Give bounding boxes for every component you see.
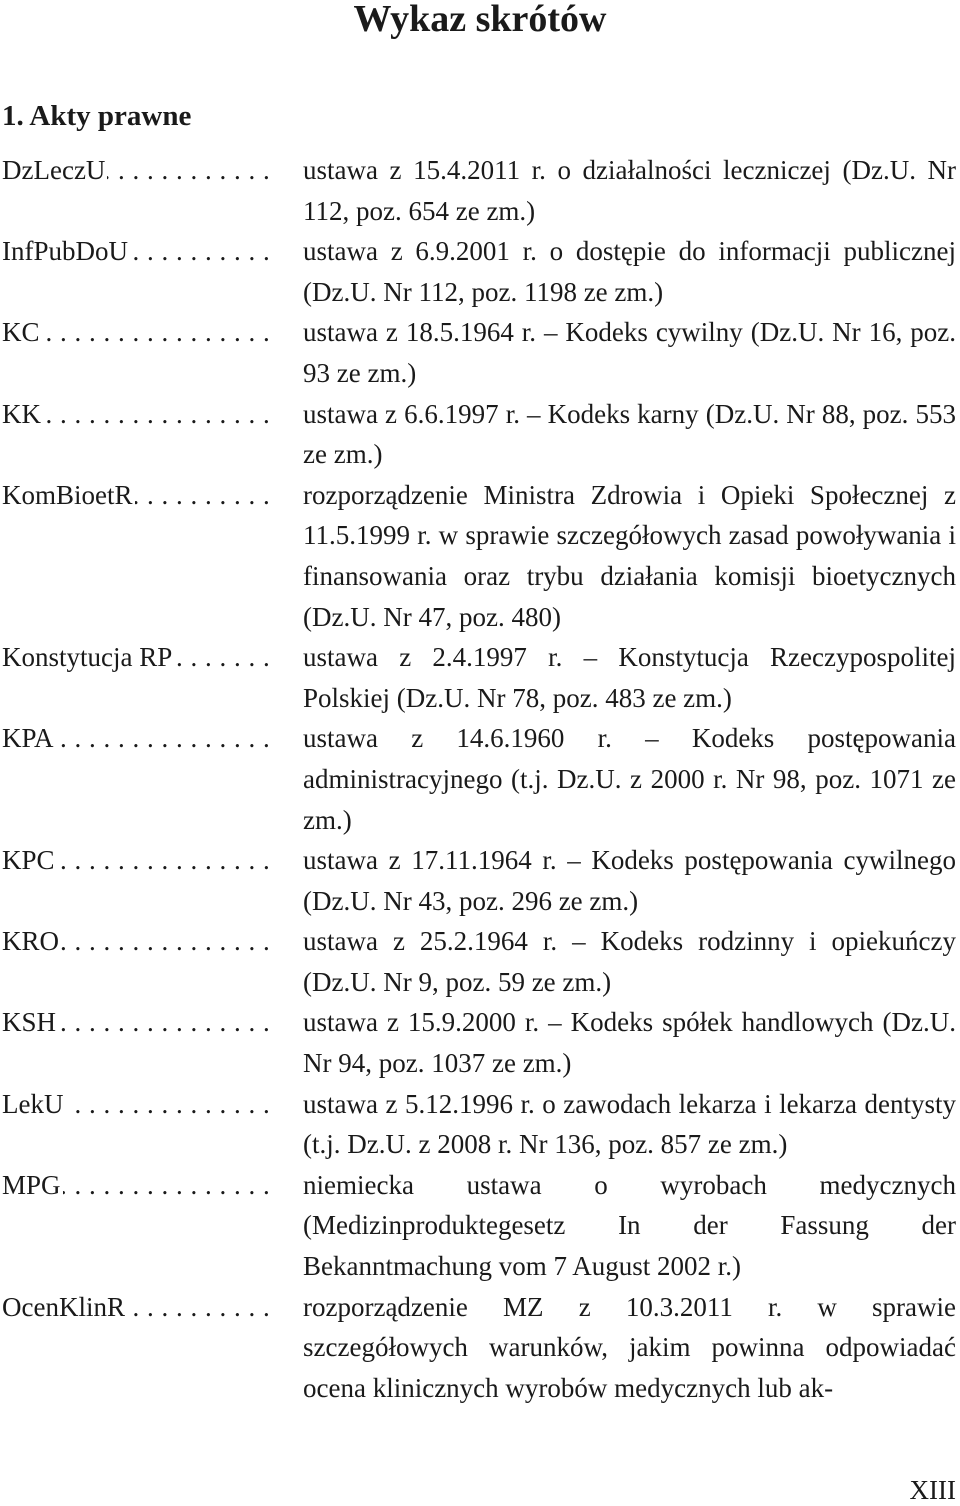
- list-item: [0, 921, 960, 1002]
- list-item: [0, 718, 960, 840]
- list-item: [0, 1287, 960, 1409]
- abbreviation: KPC . . .: [0, 840, 303, 921]
- abbreviation-description: rozporządzenie Ministra Zdrowia i Opieki Społecznej z 11.5.1999 r. w sprawie szczegółowych zasad powoływania i finansowania oraz trybu działania komisji bioetycznych (Dz.U. Nr 47, poz. 480): [303, 479, 956, 632]
- list-item: [0, 1002, 960, 1083]
- list-item: [0, 637, 960, 718]
- list-item: [0, 150, 960, 231]
- abbreviation: InfPubDoU . . .: [0, 231, 303, 312]
- abbreviation: DzLeczU . . .: [0, 150, 303, 231]
- abbreviation-description: ustawa z 15.9.2000 r. – Kodeks spółek handlowych (Dz.U. Nr 94, poz. 1037 ze zm.): [303, 1007, 956, 1079]
- abbreviation: Konstytucja RP . . .: [0, 637, 303, 718]
- abbreviation: MPG . . .: [0, 1165, 303, 1287]
- list-item: [0, 312, 960, 393]
- abbreviation-description: ustawa z 18.5.1964 r. – Kodeks cywilny (Dz.U. Nr 16, poz. 93 ze zm.): [303, 317, 956, 388]
- abbreviation-description: ustawa z 5.12.1996 r. o zawodach lekarza i lekarza dentysty (t.j. Dz.U. z 2008 r. Nr 136, poz. 857 ze zm.): [303, 1088, 956, 1160]
- abbreviation: KPA . . .: [0, 718, 303, 840]
- page-number: XIII: [909, 1475, 956, 1505]
- abbreviation: KC . . .: [0, 312, 303, 393]
- list-item: [0, 394, 960, 475]
- abbreviation: KRO . . .: [0, 921, 303, 1002]
- list-item: [0, 231, 960, 312]
- list-item: [0, 475, 960, 637]
- list-item: [0, 1165, 960, 1287]
- abbreviation: KSH . . .: [0, 1002, 303, 1083]
- abbreviation-description: ustawa z 14.6.1960 r. – Kodeks postępowania administracyjnego (t.j. Dz.U. z 2000 r. Nr 98, poz. 1071 ze zm.): [303, 723, 956, 835]
- page-title: Wykaz skrótów: [353, 0, 607, 40]
- abbreviation-description: niemiecka ustawa o wyrobach medycznych (Medizinproduktegesetz In der Fassung der Bekanntmachung vom 7 August 2002 r.): [303, 1169, 956, 1282]
- abbreviation-description: ustawa z 25.2.1964 r. – Kodeks rodzinny i opiekuńczy (Dz.U. Nr 9, poz. 59 ze zm.): [303, 926, 956, 997]
- abbreviation-description: ustawa z 2.4.1997 r. – Konstytucja Rzeczypospolitej Polskiej (Dz.U. Nr 78, poz. 483 ze zm.): [303, 642, 956, 713]
- abbreviation: KomBioetR . . .: [0, 475, 303, 637]
- list-item: [0, 1084, 960, 1165]
- abbreviation: LekU . . .: [0, 1084, 303, 1165]
- abbreviation-description: ustawa z 15.4.2011 r. o działalności leczniczej (Dz.U. Nr 112, poz. 654 ze zm.): [303, 155, 956, 226]
- abbreviation-list: [0, 150, 960, 1408]
- abbreviation: OcenKlinR . . .: [0, 1287, 303, 1409]
- abbreviation-description: rozporządzenie MZ z 10.3.2011 r. w sprawie szczegółowych warunków, jakim powinna odpowiadać ocena klinicznych wyrobów medycznych lub ak-: [303, 1291, 956, 1403]
- list-item: [0, 840, 960, 921]
- abbreviation-description: ustawa z 6.6.1997 r. – Kodeks karny (Dz.U. Nr 88, poz. 553 ze zm.): [303, 398, 956, 470]
- section-heading: 1. Akty prawne: [2, 100, 192, 132]
- abbreviation: KK . . .: [0, 394, 303, 475]
- abbreviation-description: ustawa z 17.11.1964 r. – Kodeks postępowania cywilnego (Dz.U. Nr 43, poz. 296 ze zm.): [303, 845, 956, 916]
- abbreviation-description: ustawa z 6.9.2001 r. o dostępie do informacji publicznej (Dz.U. Nr 112, poz. 1198 ze zm.): [303, 236, 956, 307]
